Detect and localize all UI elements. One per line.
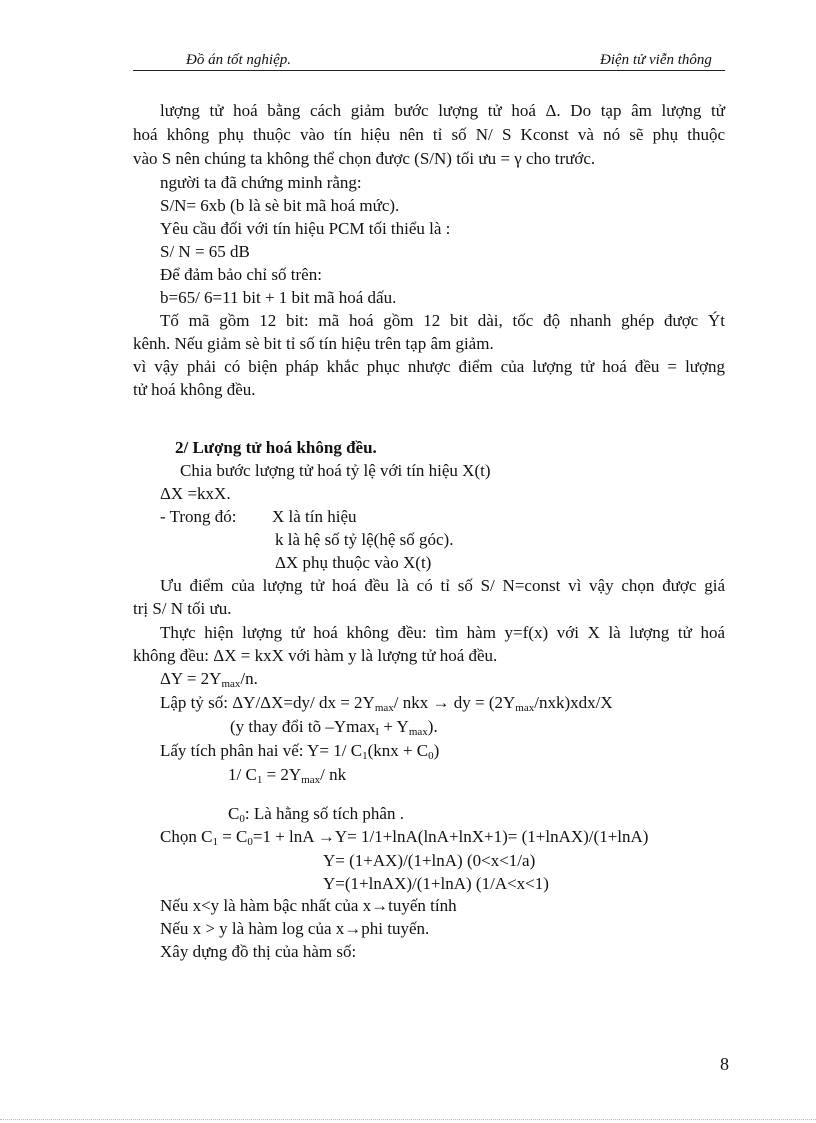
text-line: vì vậy phải có biện pháp khắc phục nhược điểm của lượng tử hoá đều = lượng bbox=[133, 357, 725, 376]
text-line: trị S/ N tối ưu. bbox=[133, 599, 232, 618]
formula-line: $C_0$: Là hằng số tích phân . bbox=[228, 804, 404, 825]
text-line: S/N= 6xb (b là sè bit mã hoá mức). bbox=[160, 196, 400, 215]
formula-line: (y thay đổi tõ $-Ymax_I + Y_{max}$). bbox=[230, 717, 438, 738]
section-heading: 2/ Lượng tử hoá không đều. bbox=[175, 438, 377, 457]
formula-line: Chọn $C_1 = C_0=1 + \ln A \to Y= 1/1+\ln A(\ln A+\ln X+1)=$ (1+lnAX)/(1+lnA) bbox=[160, 827, 649, 848]
text-line: kênh. Nếu giảm sè bit tỉ số tín hiệu trên tạp âm giảm. bbox=[133, 334, 494, 353]
formula-line: Lấy tích phân hai vế: Y= 1/ $C_1(knx + C_0)$ bbox=[160, 741, 440, 762]
text-line: Nếu x<y là hàm bậc nhất của x→tuyến tính bbox=[160, 896, 457, 915]
text-line: X là tín hiệu bbox=[272, 507, 357, 526]
header-left: Đồ án tốt nghiệp. bbox=[186, 52, 291, 68]
text-line: S/ N = 65 dB bbox=[160, 242, 250, 261]
header-rule bbox=[133, 70, 725, 71]
text-line: Tố mã gồm 12 bit: mã hoá gồm 12 bit dài, tốc độ nhanh ghép được Ýt bbox=[160, 311, 725, 330]
text-line: b=65/ 6=11 bit + 1 bit mã hoá dấu. bbox=[160, 288, 397, 307]
text-line: k là hệ số tỷ lệ(hệ số góc). bbox=[275, 530, 454, 549]
text-line: ΔX =kxX. bbox=[160, 484, 231, 503]
text-line: Xây dựng đồ thị của hàm số: bbox=[160, 942, 357, 961]
text-line: tử hoá không đều. bbox=[133, 380, 256, 399]
text-line: lượng tử hoá bằng cách giảm bước lượng tử hoá Δ. Do tạp âm lượng tử bbox=[160, 101, 725, 120]
text-line: vào S nên chúng ta không thể chọn được (S/N) tối ưu = γ cho trước. bbox=[133, 149, 596, 168]
page-number: 8 bbox=[720, 1054, 729, 1074]
text-line: ΔX phụ thuộc vào X(t) bbox=[275, 553, 432, 572]
text-line: Để đảm bảo chỉ số trên: bbox=[160, 265, 322, 284]
text-line: hoá không phụ thuộc vào tín hiệu nên tỉ số N/ S Kconst và nó sẽ phụ thuộc bbox=[133, 125, 725, 144]
text-line: Ưu điểm của lượng tử hoá đều là có tỉ số S/ N=const vì vậy chọn được giá bbox=[160, 576, 725, 595]
formula-line: $\Delta Y = 2Y_{max}/n$. bbox=[160, 669, 258, 690]
formula-line: Lập tỷ số: ΔY/ΔX=dy/ dx = $2Y_{max}/$ nkx → dy = $(2Y_{max}/nxk)xdx/X$ bbox=[160, 693, 613, 714]
text-line: Chia bước lượng tử hoá tỷ lệ với tín hiệu X(t) bbox=[180, 461, 491, 480]
page-bottom-divider bbox=[0, 1119, 816, 1120]
formula-line: Y= (1+AX)/(1+lnA) (0<x<1/a) bbox=[323, 851, 536, 870]
header-right: Điện tử viễn thông bbox=[600, 52, 712, 68]
text-line: - Trong đó: bbox=[160, 507, 237, 526]
formula-line: 1/ $C_1 = 2Y_{max}/$ nk bbox=[228, 765, 347, 786]
text-line: Yêu cầu đối với tín hiệu PCM tối thiểu là : bbox=[160, 219, 451, 238]
text-line: Nếu x > y là hàm log của x→phi tuyến. bbox=[160, 919, 430, 938]
text-line: không đều: ΔX = kxX với hàm y là lượng tử hoá đều. bbox=[133, 646, 498, 665]
text-line: Thực hiện lượng tử hoá không đều: tìm hàm y=f(x) với X là lượng tử hoá bbox=[160, 623, 725, 642]
formula-line: Y=(1+lnAX)/(1+lnA) (1/A<x<1) bbox=[323, 874, 549, 893]
text-line: người ta đã chứng minh rằng: bbox=[160, 173, 362, 192]
